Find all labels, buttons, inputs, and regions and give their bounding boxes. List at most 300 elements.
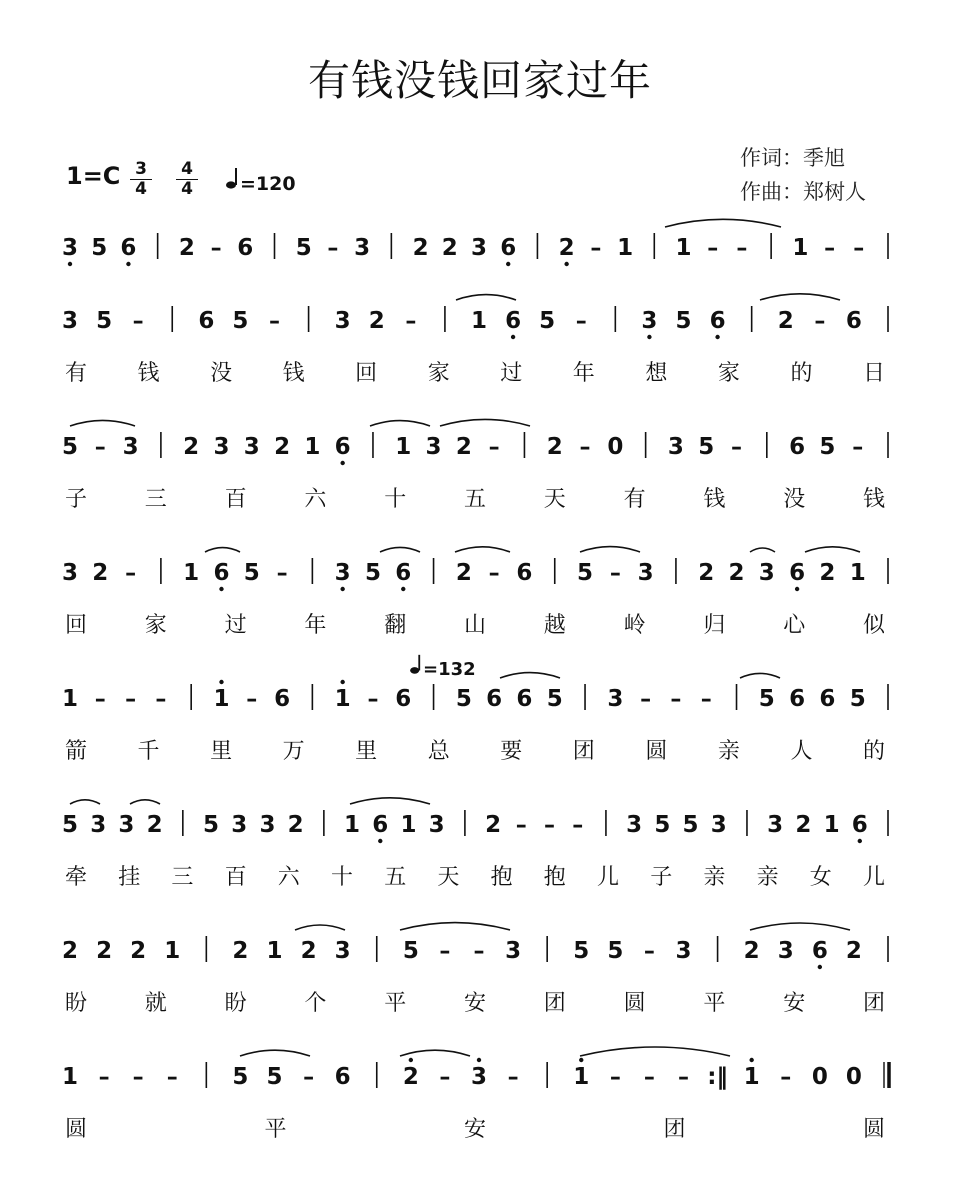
jianpu-note: 1 <box>573 1064 590 1090</box>
slur-arc <box>130 800 160 804</box>
jianpu-note: 2 <box>441 235 458 261</box>
jianpu-note: 2 <box>96 938 113 964</box>
duration-dash: – <box>853 236 865 261</box>
tempo-marking: =120 <box>226 166 296 195</box>
duration-dash: – <box>572 813 584 838</box>
time-sig-numerator: 3 <box>135 159 147 179</box>
jianpu-note: 5 <box>402 938 419 964</box>
jianpu-note: 2 <box>743 938 760 964</box>
lyric-syllable: 挂 <box>118 865 141 890</box>
jianpu-note: 1 <box>743 1064 760 1090</box>
lyric-syllable: 有 <box>623 487 646 512</box>
lyric-syllable: 里 <box>210 739 233 764</box>
lyric-syllable: 团 <box>663 1117 686 1142</box>
duration-dash: – <box>98 1065 110 1090</box>
lyric-syllable: 翻 <box>384 613 407 638</box>
duration-dash: – <box>210 236 222 261</box>
duration-dash: – <box>852 435 864 460</box>
time-sig-denominator: 4 <box>130 179 152 199</box>
jianpu-note: 6 <box>274 686 291 712</box>
lyric-syllable: 子 <box>64 487 88 512</box>
duration-dash: – <box>643 939 655 964</box>
jianpu-note: 6 <box>819 686 836 712</box>
slur-arc <box>370 421 430 426</box>
duration-dash: – <box>579 435 591 460</box>
jianpu-note: 6 <box>395 686 412 712</box>
low-octave-dot <box>126 262 130 266</box>
jianpu-note: 2 <box>287 812 304 838</box>
slur-arc <box>455 547 510 552</box>
jianpu-note: 5 <box>61 434 79 460</box>
jianpu-note: 5 <box>203 812 220 838</box>
duration-dash: – <box>327 236 339 261</box>
lyric-syllable: 没 <box>210 361 233 386</box>
jianpu-note: 3 <box>758 560 775 586</box>
lyric-syllable: 个 <box>304 991 327 1016</box>
jianpu-note: 2 <box>795 812 812 838</box>
lyric-syllable: 亲 <box>703 865 726 890</box>
jianpu-note: 3 <box>505 938 522 964</box>
lyric-syllable: 圆 <box>645 739 668 764</box>
jianpu-note: 5 <box>546 686 563 712</box>
slur-arc <box>350 798 430 804</box>
duration-dash: – <box>94 435 106 460</box>
jianpu-note: 6 <box>845 308 862 334</box>
jianpu-note: 1 <box>304 434 321 460</box>
jianpu-note: 6 <box>516 560 533 586</box>
jianpu-note: 5 <box>455 686 472 712</box>
low-octave-dot <box>340 461 344 465</box>
jianpu-note: 2 <box>300 938 317 964</box>
lyric-syllable: 五 <box>384 865 407 890</box>
jianpu-note: 5 <box>232 308 249 334</box>
lyric-syllable: 天 <box>437 865 460 890</box>
jianpu-note: 6 <box>851 812 868 838</box>
lyric-syllable: 年 <box>572 361 595 386</box>
jianpu-note: 5 <box>682 812 699 838</box>
slur-arc <box>750 923 850 930</box>
lyric-syllable: 团 <box>543 991 566 1016</box>
jianpu-note: 5 <box>758 686 775 712</box>
duration-dash: – <box>488 435 500 460</box>
lyric-syllable: 亲 <box>717 739 740 764</box>
lyric-syllable: 安 <box>783 991 806 1016</box>
lyric-syllable: 年 <box>304 613 327 638</box>
jianpu-note: 5 <box>573 938 590 964</box>
lyric-syllable: 平 <box>264 1117 287 1142</box>
jianpu-note: 6 <box>334 434 351 460</box>
jianpu-note: 3 <box>354 235 371 261</box>
duration-dash: – <box>125 687 137 712</box>
jianpu-note: 6 <box>372 812 389 838</box>
jianpu-note: 3 <box>259 812 276 838</box>
lyric-syllable: 人 <box>790 739 813 764</box>
lyric-syllable: 回 <box>355 361 378 386</box>
lyric-syllable: 钱 <box>862 487 886 512</box>
jianpu-note: 5 <box>539 308 556 334</box>
jianpu-note: 6 <box>709 308 726 334</box>
slur-arc <box>70 800 100 804</box>
duration-dash: – <box>736 236 748 261</box>
jianpu-note: 1 <box>61 686 79 712</box>
lyric-syllable: 日 <box>862 361 886 386</box>
lyricist-credit: 作词：季旭 <box>740 146 845 170</box>
lyric-syllable: 盼 <box>64 991 88 1016</box>
jianpu-note: 5 <box>232 1064 249 1090</box>
jianpu-note: 3 <box>667 434 684 460</box>
lyric-syllable: 十 <box>384 487 407 512</box>
jianpu-note: 5 <box>266 1064 283 1090</box>
low-octave-dot <box>378 839 382 843</box>
jianpu-note: 6 <box>505 308 522 334</box>
slur-arc <box>295 925 345 930</box>
lyric-syllable: 总 <box>427 739 450 764</box>
jianpu-note: 3 <box>637 560 654 586</box>
score-system <box>62 936 888 1016</box>
jianpu-note: 5 <box>243 560 260 586</box>
lyric-syllable: 没 <box>783 487 806 512</box>
jianpu-note: 2 <box>92 560 109 586</box>
lyric-syllable: 的 <box>862 739 886 764</box>
lyric-syllable: 想 <box>645 361 668 386</box>
duration-dash: – <box>166 1065 178 1090</box>
jianpu-note: 6 <box>486 686 503 712</box>
lyric-syllable: 的 <box>790 361 813 386</box>
jianpu-note: 0 <box>607 434 624 460</box>
lyric-syllable: 越 <box>543 613 566 638</box>
jianpu-note: 3 <box>641 308 658 334</box>
slur-arc <box>400 923 510 930</box>
jianpu-note: 1 <box>823 812 840 838</box>
lyric-syllable: 十 <box>330 865 354 890</box>
jianpu-note: 2 <box>777 308 794 334</box>
jianpu-note: 1 <box>266 938 283 964</box>
slur-arc <box>740 673 780 678</box>
jianpu-note: 6 <box>395 560 412 586</box>
jianpu-note: 5 <box>364 560 381 586</box>
high-octave-dot <box>477 1058 481 1062</box>
jianpu-note: 2 <box>546 434 563 460</box>
lyric-syllable: 天 <box>543 487 566 512</box>
duration-dash: – <box>515 813 527 838</box>
high-octave-dot <box>749 1058 753 1062</box>
jianpu-note: 6 <box>198 308 215 334</box>
duration-dash: – <box>643 1065 655 1090</box>
slur-arc <box>380 547 420 552</box>
low-octave-dot <box>647 335 651 339</box>
lyric-syllable: 圆 <box>862 1117 886 1142</box>
jianpu-note: 2 <box>819 560 836 586</box>
high-octave-dot <box>219 680 223 684</box>
lyric-syllable: 千 <box>137 739 160 764</box>
jianpu-note: 6 <box>789 560 806 586</box>
jianpu-note: 6 <box>500 235 517 261</box>
lyric-syllable: 里 <box>355 739 378 764</box>
jianpu-note: 2 <box>698 560 715 586</box>
lyric-syllable: 安 <box>463 991 487 1016</box>
jianpu-note: 1 <box>675 235 692 261</box>
slur-arc <box>665 219 781 227</box>
lyric-syllable: 过 <box>500 361 523 386</box>
lyric-syllable: 安 <box>463 1117 487 1142</box>
jianpu-note: 1 <box>849 560 866 586</box>
jianpu-note: 5 <box>819 434 836 460</box>
jianpu-note: 3 <box>470 235 488 261</box>
jianpu-note: 3 <box>243 434 260 460</box>
lyric-syllable: 钱 <box>282 361 305 386</box>
score-system <box>62 1058 889 1142</box>
duration-dash: – <box>780 1065 792 1090</box>
jianpu-note: 3 <box>470 1064 488 1090</box>
lyric-syllable: 六 <box>304 487 327 512</box>
jianpu-note: 2 <box>728 560 745 586</box>
jianpu-note: 1 <box>617 235 634 261</box>
jianpu-note: 5 <box>96 308 113 334</box>
composer-credit: 作曲：郑树人 <box>740 180 866 204</box>
lyric-syllable: 团 <box>862 991 886 1016</box>
jianpu-note: 3 <box>61 308 79 334</box>
score-system <box>62 233 888 266</box>
jianpu-note: 3 <box>118 812 135 838</box>
lyric-syllable: 似 <box>862 613 886 638</box>
lyric-syllable: 圆 <box>64 1117 88 1142</box>
slur-arc <box>500 673 560 678</box>
lyric-syllable: 岭 <box>623 613 646 638</box>
duration-dash: – <box>544 813 556 838</box>
duration-dash: – <box>303 1065 315 1090</box>
jianpu-note: 1 <box>61 1064 79 1090</box>
lyric-syllable: 三 <box>144 487 167 512</box>
jianpu-note: 3 <box>626 812 643 838</box>
jianpu-note: 2 <box>455 434 472 460</box>
jianpu-note: 3 <box>710 812 727 838</box>
score-system <box>62 680 888 764</box>
duration-dash: – <box>814 309 826 334</box>
jianpu-note: 0 <box>811 1064 828 1090</box>
lyric-syllable: 圆 <box>623 991 646 1016</box>
slur-arc <box>456 295 516 300</box>
slur-arc <box>750 548 775 552</box>
jianpu-note: 2 <box>130 938 147 964</box>
jianpu-note: 0 <box>845 1064 862 1090</box>
slur-arc <box>70 420 135 426</box>
lyric-syllable: 盼 <box>224 991 247 1016</box>
jianpu-note: 2 <box>485 812 502 838</box>
jianpu-note: 3 <box>334 560 351 586</box>
jianpu-note: 1 <box>164 938 181 964</box>
duration-dash: – <box>670 687 682 712</box>
jianpu-note: 2 <box>368 308 385 334</box>
jianpu-note: 2 <box>455 560 472 586</box>
duration-dash: – <box>678 1065 689 1090</box>
jianpu-note: 5 <box>91 235 108 261</box>
lyric-syllable: 团 <box>572 739 595 764</box>
jianpu-note: 6 <box>811 938 828 964</box>
jianpu-note: 2 <box>183 434 200 460</box>
key-signature: 1=C <box>66 162 121 190</box>
jianpu-note: 3 <box>334 938 351 964</box>
jianpu-note: 5 <box>61 812 79 838</box>
jianpu-note: 2 <box>558 235 575 261</box>
lyric-syllable: 归 <box>703 613 726 638</box>
duration-dash: – <box>367 687 379 712</box>
lyric-syllable: 家 <box>427 361 450 386</box>
jianpu-note: 2 <box>61 938 79 964</box>
duration-dash: – <box>473 939 485 964</box>
duration-dash: – <box>575 309 587 334</box>
jianpu-note: 2 <box>845 938 862 964</box>
lyric-syllable: 家 <box>144 613 167 638</box>
slur-arc <box>760 294 840 300</box>
jianpu-note: 1 <box>183 560 200 586</box>
jianpu-note: 5 <box>698 434 715 460</box>
lyric-syllable: 就 <box>144 991 167 1016</box>
lyric-syllable: 平 <box>703 991 726 1016</box>
high-octave-dot <box>579 1058 583 1062</box>
low-octave-dot <box>564 262 568 266</box>
lyric-syllable: 平 <box>384 991 407 1016</box>
low-octave-dot <box>68 262 72 266</box>
low-octave-dot <box>818 965 822 969</box>
jianpu-note: 3 <box>231 812 248 838</box>
jianpu-note: 3 <box>61 560 79 586</box>
duration-dash: – <box>439 939 451 964</box>
jianpu-note: 3 <box>61 235 79 261</box>
lyric-syllable: 家 <box>717 361 740 386</box>
lyric-syllable: 儿 <box>862 865 886 890</box>
time-sig-denominator: 4 <box>176 179 198 199</box>
song-title: 有钱没钱回家过年 <box>307 56 652 105</box>
lyric-syllable: 百 <box>224 865 247 890</box>
score-system <box>62 810 888 890</box>
duration-dash: – <box>707 236 719 261</box>
low-octave-dot <box>511 335 515 339</box>
jianpu-note: 2 <box>412 235 429 261</box>
slur-arc <box>805 547 860 552</box>
jianpu-note: 1 <box>395 434 412 460</box>
jianpu-note: 1 <box>400 812 417 838</box>
slur-arc <box>440 419 530 426</box>
low-octave-dot <box>219 587 223 591</box>
jianpu-note: 3 <box>607 686 624 712</box>
jianpu-note: 5 <box>295 235 312 261</box>
lyric-syllable: 万 <box>282 739 305 764</box>
jianpu-note: 6 <box>789 686 806 712</box>
lyric-syllable: 过 <box>224 613 247 638</box>
high-octave-dot <box>340 680 344 684</box>
low-octave-dot <box>715 335 719 339</box>
duration-dash: – <box>609 1065 621 1090</box>
lyric-syllable: 回 <box>64 613 88 638</box>
jianpu-note: 1 <box>213 686 230 712</box>
jianpu-note: 2 <box>274 434 291 460</box>
jianpu-note: 5 <box>849 686 866 712</box>
jianpu-note: 3 <box>90 812 107 838</box>
low-octave-dot <box>858 839 862 843</box>
jianpu-note: 3 <box>334 308 351 334</box>
jianpu-note: 2 <box>402 1064 419 1090</box>
jianpu-note: 3 <box>777 938 794 964</box>
jianpu-note: 3 <box>428 812 445 838</box>
jianpu-note: 5 <box>577 560 594 586</box>
lyric-syllable: 三 <box>171 865 194 890</box>
lyric-syllable: 有 <box>64 361 88 386</box>
score-system <box>62 432 888 512</box>
lyric-syllable: 要 <box>500 739 523 764</box>
slur-arc <box>580 547 640 552</box>
lyric-syllable: 女 <box>809 865 832 890</box>
duration-dash: – <box>94 687 106 712</box>
jianpu-note: 6 <box>213 560 230 586</box>
jianpu-note: 6 <box>237 235 254 261</box>
slur-arc <box>205 548 240 552</box>
lyric-syllable: 心 <box>783 613 806 638</box>
duration-dash: – <box>269 309 280 334</box>
duration-dash: – <box>700 687 712 712</box>
jianpu-note: 6 <box>334 1064 351 1090</box>
lyric-syllable: 抱 <box>543 865 566 890</box>
jianpu-note: 3 <box>675 938 692 964</box>
duration-dash: – <box>132 1065 144 1090</box>
jianpu-note: :‖ <box>707 1064 728 1090</box>
low-octave-dot <box>340 587 344 591</box>
slur-arc <box>580 1047 730 1056</box>
duration-dash: – <box>405 309 417 334</box>
lyric-syllable: 箭 <box>64 739 88 764</box>
duration-dash: – <box>276 561 288 586</box>
lyric-syllable: 山 <box>463 613 487 638</box>
jianpu-note: 1 <box>792 235 809 261</box>
slur-arc <box>400 1050 470 1056</box>
duration-dash: – <box>246 687 258 712</box>
jianpu-note: 3 <box>122 434 139 460</box>
tempo-change-marking: =132 <box>410 653 476 680</box>
lyric-syllable: 六 <box>277 865 300 890</box>
duration-dash: – <box>640 687 652 712</box>
lyric-syllable: 五 <box>463 487 487 512</box>
low-octave-dot <box>506 262 510 266</box>
score-system <box>62 558 888 638</box>
lyric-syllable: 抱 <box>490 865 513 890</box>
jianpu-note: 1 <box>344 812 361 838</box>
jianpu-note: 6 <box>789 434 806 460</box>
jianpu-note: 1 <box>470 308 488 334</box>
jianpu-note: 3 <box>767 812 784 838</box>
jianpu-note: 3 <box>213 434 230 460</box>
duration-dash: – <box>155 687 167 712</box>
duration-dash: – <box>488 561 500 586</box>
jianpu-note: 2 <box>232 938 249 964</box>
score-system <box>62 306 888 386</box>
duration-dash: – <box>125 561 137 586</box>
jianpu-note: 6 <box>516 686 533 712</box>
jianpu-note: 2 <box>146 812 163 838</box>
lyric-syllable: 子 <box>650 865 673 890</box>
lyric-syllable: 牵 <box>64 865 88 890</box>
slur-arc <box>240 1050 310 1056</box>
lyric-syllable: 亲 <box>756 865 779 890</box>
jianpu-note: 5 <box>675 308 692 334</box>
jianpu-note: 5 <box>607 938 624 964</box>
duration-dash: – <box>609 561 621 586</box>
duration-dash: – <box>132 309 144 334</box>
low-octave-dot <box>401 587 405 591</box>
duration-dash: – <box>824 236 836 261</box>
duration-dash: – <box>731 435 743 460</box>
lyric-syllable: 钱 <box>137 361 160 386</box>
duration-dash: – <box>439 1065 451 1090</box>
jianpu-note: 2 <box>178 235 195 261</box>
